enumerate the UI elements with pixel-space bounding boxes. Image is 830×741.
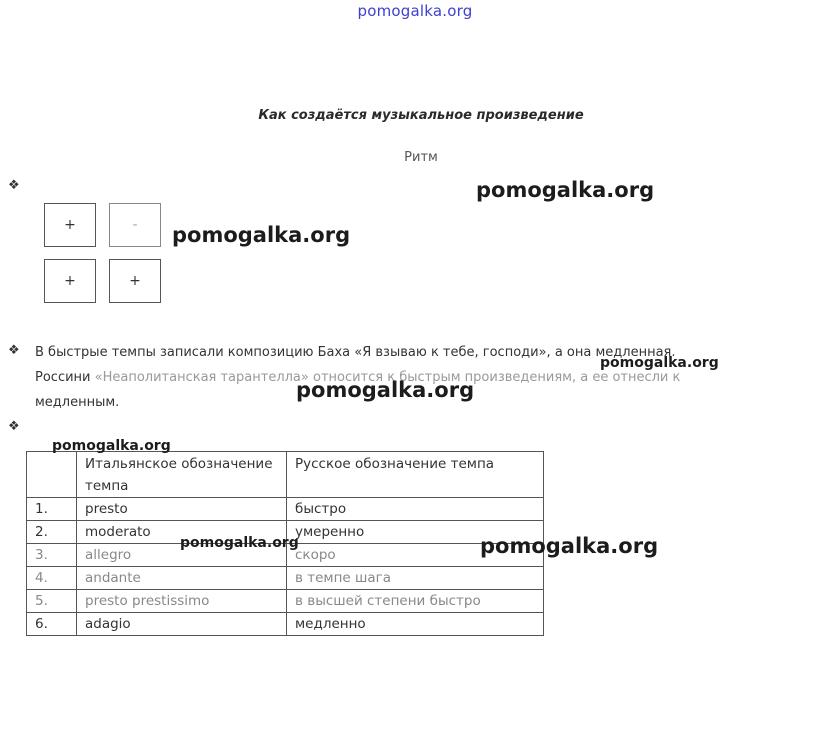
watermark: pomogalka.org [180, 535, 299, 551]
bullet-icon: ❖ [8, 177, 20, 192]
watermark: pomogalka.org [476, 178, 655, 202]
rhythm-box-4: + [109, 259, 161, 303]
paragraph-line-3: медленным. [35, 395, 120, 410]
section-subtitle: Ритм [404, 150, 438, 165]
table-header-num [27, 452, 77, 498]
row-russian: скоро [287, 544, 544, 567]
row-num: 3. [27, 544, 77, 567]
row-italian: adagio [77, 613, 287, 636]
row-num: 1. [27, 498, 77, 521]
watermark: pomogalka.org [172, 223, 351, 247]
page-title: Как создаётся музыкальное произведение [258, 108, 584, 123]
table-row [27, 498, 544, 521]
paragraph-line-2-start: Россини [35, 370, 95, 385]
row-russian: в высшей степени быстро [287, 590, 544, 613]
rhythm-box-1: + [44, 203, 96, 247]
row-italian: presto [77, 498, 287, 521]
row-num: 2. [27, 521, 77, 544]
row-num: 5. [27, 590, 77, 613]
rhythm-box-2: - [109, 203, 161, 247]
row-num: 4. [27, 567, 77, 590]
table-row [27, 590, 544, 613]
bullet-icon: ❖ [8, 342, 20, 357]
table-header-italian: Итальянское обозначение темпа [77, 452, 287, 498]
row-italian: andante [77, 567, 287, 590]
table-row [27, 567, 544, 590]
bullet-icon: ❖ [8, 418, 20, 433]
table-header-russian: Русское обозначение темпа [287, 452, 544, 498]
table-row [27, 613, 544, 636]
row-italian: moderato [77, 521, 287, 544]
row-russian: медленно [287, 613, 544, 636]
table-header-row [27, 452, 544, 498]
watermark: pomogalka.org [480, 534, 659, 558]
row-italian: allegro [77, 544, 287, 567]
rhythm-box-3: + [44, 259, 96, 303]
row-num: 6. [27, 613, 77, 636]
watermark: pomogalka.org [600, 355, 719, 371]
paragraph-line-1: В быстрые темпы записали композицию Баха «Я взываю к тебе, господи», а она медленная. [35, 345, 676, 360]
row-russian: умеренно [287, 521, 544, 544]
row-russian: быстро [287, 498, 544, 521]
site-header-link[interactable]: pomogalka.org [357, 2, 473, 20]
watermark: pomogalka.org [296, 378, 475, 402]
row-italian: presto prestissimo [77, 590, 287, 613]
watermark: pomogalka.org [52, 438, 171, 454]
paragraph-line-2-faded: «Неаполитанская тарантелла» относится к быстрым произведениям, а ее отнесли к [94, 370, 681, 385]
row-russian: в темпе шага [287, 567, 544, 590]
